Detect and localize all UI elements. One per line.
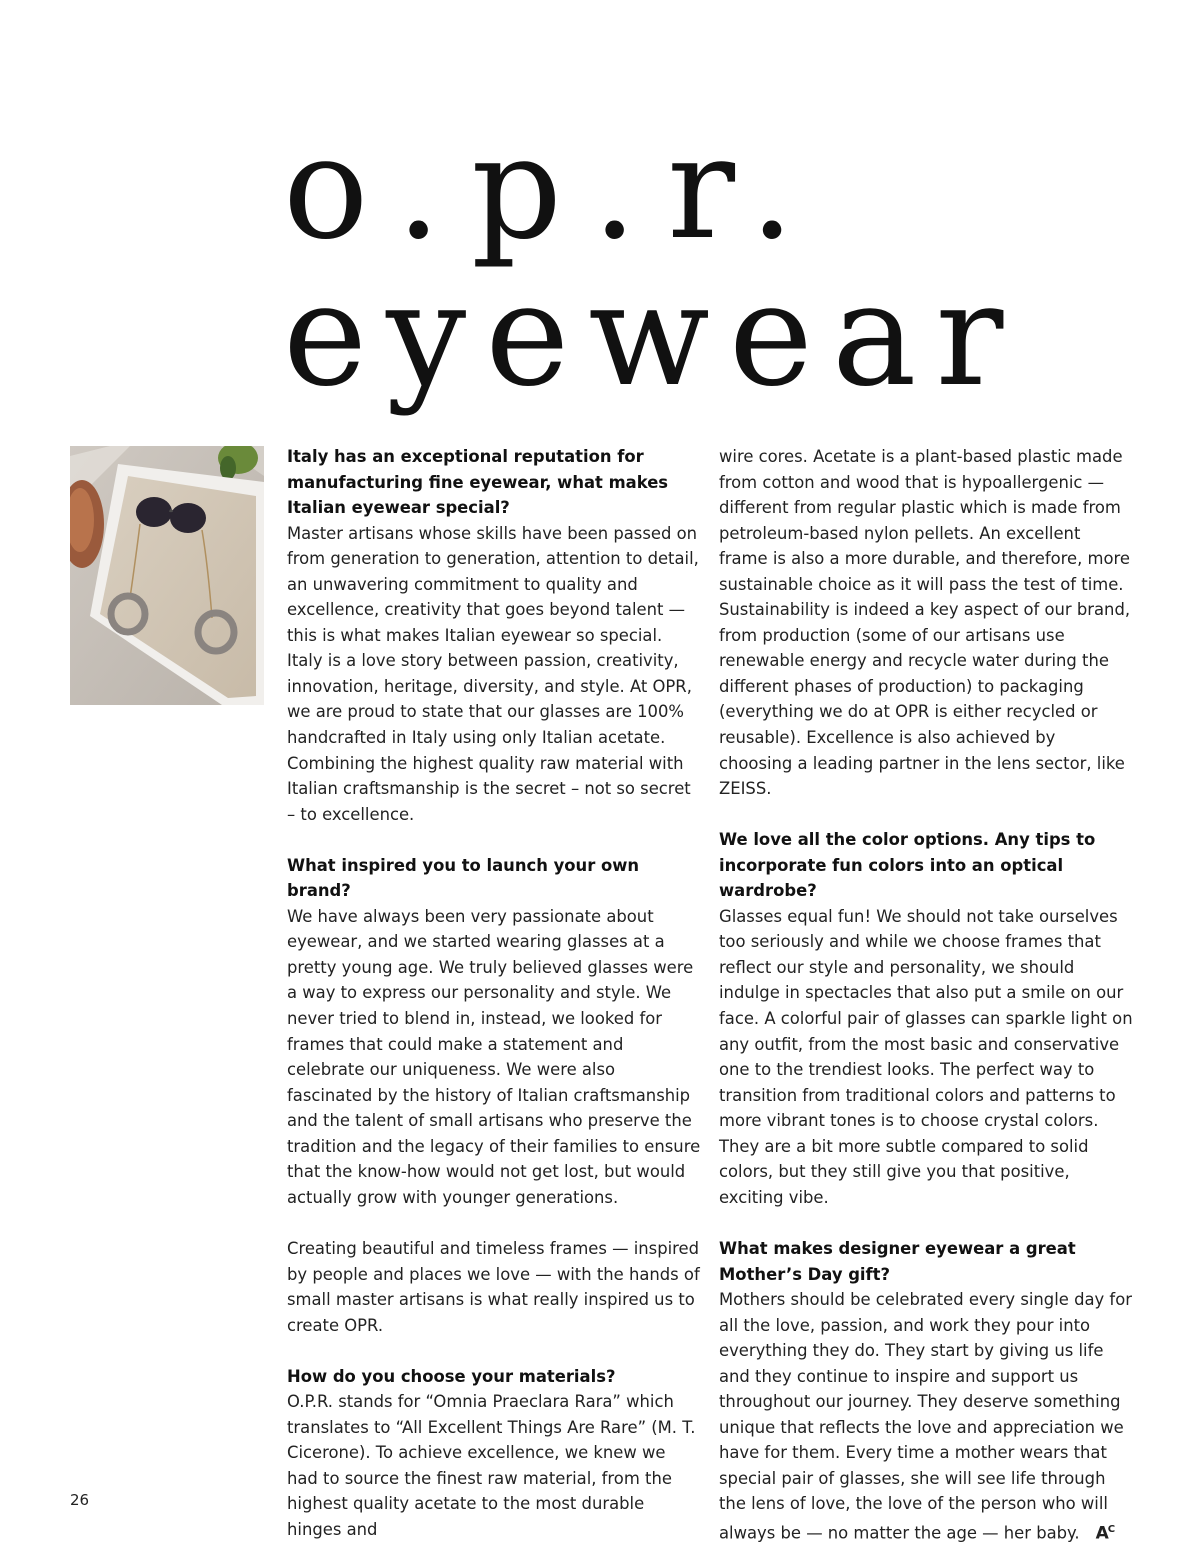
answer-color-tips: Glasses equal fun! We should not take ourselves too seriously and while we choose frames that reflect our style and personality, we should indulge in spectacles that also put a smile on our face. A colorful pair of glasses can sparkle light on any outfit, from the most basic and conservative one to the trendiest looks. The perfect way to transition from traditional colors and patterns to more vibrant tones is to choose crystal colors. They are a bit more subtle compared to solid colors, but they still give you that positive, exciting vibe. bbox=[719, 906, 1133, 1207]
answer-materials-part-1: O.P.R. stands for “Omnia Praeclara Rara” which translates to “All Excellent Things Are Rare” (M. T. Cicerone). To achieve excellence, we knew we had to source the finest raw material, from the highest quality acetate to the most durable hinges and bbox=[287, 1392, 696, 1539]
question-materials: How do you choose your materials? bbox=[287, 1366, 616, 1386]
answer-mothers-day-text: Mothers should be celebrated every single day for all the love, passion, and work they pour into everything they do. They start by giving us life and they continue to inspire and support us throughout our journey. They deserve something unique that reflects the love and appreciation we have for them. Every time a mother wears that special pair of glasses, she will see life through the lens of love, the love of the person who will always be — no matter the age — her baby. bbox=[719, 1290, 1132, 1543]
product-photo bbox=[70, 446, 264, 705]
answer-materials-part-2: wire cores. Acetate is a plant-based plastic made from cotton and wood that is hypoallergenic — different from regular plastic which is made from petroleum-based nylon pellets. An excellent frame is also a more durable, and therefore, more sustainable choice as it will pass the test of time. Sustainability is indeed a key aspect of our brand, from production (some of our artisans use renewable energy and recycle water during the different phases of production) to packaging (everything we do at OPR is either recycled or reusable). Excellence is also achieved by choosing a leading partner in the lens sector, like ZEISS. bbox=[719, 447, 1131, 799]
answer-brand-inspiration-continued: Creating beautiful and timeless frames — inspired by people and places we love — with the hands of small master artisans is what really inspired us to create OPR. bbox=[287, 1238, 700, 1335]
article-column-2 bbox=[719, 444, 1133, 1547]
question-italian-eyewear: Italy has an exceptional reputation for manufacturing fine eyewear, what makes Italian eyewear special? bbox=[287, 447, 669, 518]
answer-mothers-day bbox=[719, 1287, 1133, 1547]
question-mothers-day: What makes designer eyewear a great Mother’s Day gift? bbox=[719, 1238, 1076, 1284]
article-column-1 bbox=[287, 444, 701, 1543]
answer-brand-inspiration: We have always been very passionate about eyewear, and we started wearing glasses at a pretty young age. We truly believed glasses were a way to express our personality and style. We never tried to blend in, instead, we looked for frames that could make a statement and celebrate our uniqueness. We were also fascinated by the history of Italian craftsmanship and the talent of small artisans who preserve the tradition and the legacy of their families to ensure that the know-how would not get lost, but would actually grow with younger generations. bbox=[287, 906, 701, 1207]
page-number: 26 bbox=[70, 1491, 90, 1509]
question-color-tips: We love all the color options. Any tips to incorporate fun colors into an optical wardrobe? bbox=[719, 830, 1096, 901]
headline-line-2: eyewear bbox=[283, 253, 1023, 418]
question-brand-inspiration: What inspired you to launch your own brand? bbox=[287, 855, 640, 901]
answer-italian-eyewear: Master artisans whose skills have been passed on from generation to generation, attention to detail, an unwavering commitment to quality and excellence, creativity that goes beyond talent — this is what makes Italian eyewear so special. Italy is a love story between passion, creativity, innovation, heritage, diversity, and style. At OPR, we are proud to state that our glasses are 100% handcrafted in Italy using only Italian acetate. Combining the highest quality raw material with Italian craftsmanship is the secret – not so secret – to excellence. bbox=[287, 523, 699, 824]
headline-line-1: o.p.r. bbox=[283, 106, 825, 271]
end-mark-logo: $A^C$ bbox=[1095, 1523, 1115, 1544]
